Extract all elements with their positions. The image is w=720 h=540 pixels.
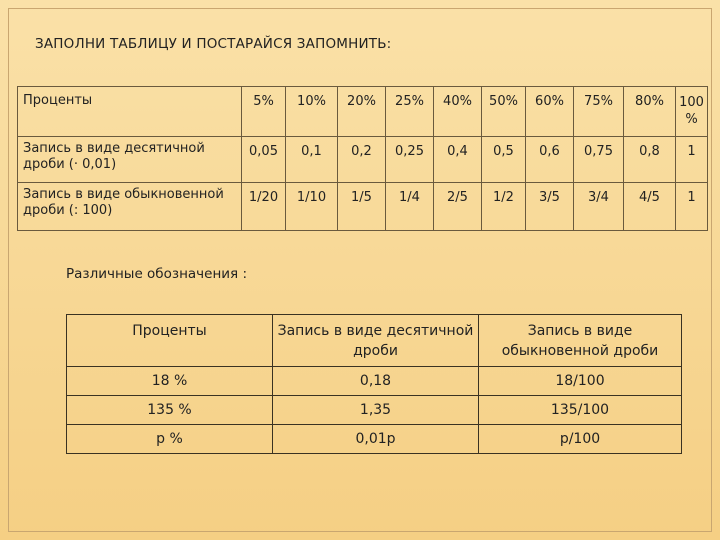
table-cell: 0,25 xyxy=(386,137,434,183)
table-cell: 0,2 xyxy=(338,137,386,183)
table-cell: 100 % xyxy=(676,87,708,137)
table-cell: 1/2 xyxy=(482,183,526,231)
table-cell: p % xyxy=(67,425,273,454)
percent-conversion-table xyxy=(17,86,708,231)
table-cell: 75% xyxy=(574,87,624,137)
row-label: Проценты xyxy=(18,87,242,137)
table-cell: 3/4 xyxy=(574,183,624,231)
table-cell: 50% xyxy=(482,87,526,137)
table-cell: 0,5 xyxy=(482,137,526,183)
table-cell: 1,35 xyxy=(273,396,479,425)
table-cell: 4/5 xyxy=(624,183,676,231)
table-row xyxy=(18,87,708,137)
table-cell: 5% xyxy=(242,87,286,137)
column-header: Запись в виде десятичной дроби xyxy=(273,315,479,367)
table-row xyxy=(67,425,682,454)
table-row xyxy=(18,137,708,183)
row-label: Запись в виде десятичной дроби (· 0,01) xyxy=(18,137,242,183)
slide-title: ЗАПОЛНИ ТАБЛИЦУ И ПОСТАРАЙСЯ ЗАПОМНИТЬ: xyxy=(35,36,392,52)
table-cell: 0,6 xyxy=(526,137,574,183)
table-cell: 1/10 xyxy=(286,183,338,231)
table-cell: 20% xyxy=(338,87,386,137)
table-cell: 25% xyxy=(386,87,434,137)
notation-table xyxy=(66,314,682,454)
table-cell: 0,01p xyxy=(273,425,479,454)
table-cell: 18 % xyxy=(67,367,273,396)
table-cell: 18/100 xyxy=(479,367,682,396)
table-cell: 60% xyxy=(526,87,574,137)
table-cell: 3/5 xyxy=(526,183,574,231)
table-row xyxy=(67,396,682,425)
row-label: Запись в виде обыкновенной дроби (: 100) xyxy=(18,183,242,231)
table-cell: 135/100 xyxy=(479,396,682,425)
table-cell: 1 xyxy=(676,137,708,183)
table-cell: 0,4 xyxy=(434,137,482,183)
table-cell: 0,8 xyxy=(624,137,676,183)
table-cell: 135 % xyxy=(67,396,273,425)
table-cell: 0,05 xyxy=(242,137,286,183)
table-cell: 0,75 xyxy=(574,137,624,183)
table-row xyxy=(18,183,708,231)
table-cell: 2/5 xyxy=(434,183,482,231)
column-header: Запись в виде обыкновенной дроби xyxy=(479,315,682,367)
table-header-row xyxy=(67,315,682,367)
table-cell: 40% xyxy=(434,87,482,137)
table-cell: 0,1 xyxy=(286,137,338,183)
table-cell: p/100 xyxy=(479,425,682,454)
table-cell: 1/5 xyxy=(338,183,386,231)
table-row xyxy=(67,367,682,396)
table-cell: 1/4 xyxy=(386,183,434,231)
table-cell: 0,18 xyxy=(273,367,479,396)
table-cell: 1/20 xyxy=(242,183,286,231)
section-subtitle: Различные обозначения : xyxy=(66,266,248,282)
table-cell: 80% xyxy=(624,87,676,137)
table-cell: 10% xyxy=(286,87,338,137)
column-header: Проценты xyxy=(67,315,273,367)
table-cell: 1 xyxy=(676,183,708,231)
